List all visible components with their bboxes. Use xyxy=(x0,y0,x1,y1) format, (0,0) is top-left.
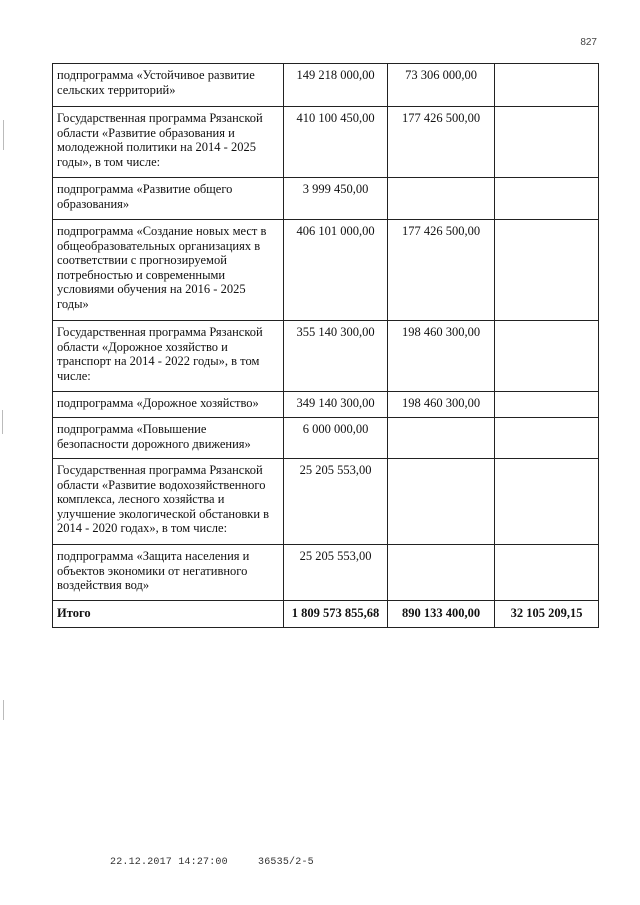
row-name: Государственная программа Рязанской области «Развитие водохозяйственного комплекса, лесного хозяйства и улучшение экологической обстановки в 2014 - 2020 годах», в том числе: xyxy=(53,459,284,545)
total-value-2: 890 133 400,00 xyxy=(388,601,495,628)
row-value-1: 6 000 000,00 xyxy=(284,418,388,459)
row-name: подпрограмма «Устойчивое развитие сельских территорий» xyxy=(53,64,284,107)
row-value-3 xyxy=(495,392,599,418)
row-name: Государственная программа Рязанской области «Дорожное хозяйство и транспорт на 2014 - 2022 годы», в том числе: xyxy=(53,321,284,392)
row-value-1: 25 205 553,00 xyxy=(284,545,388,601)
row-value-2 xyxy=(388,545,495,601)
table-row xyxy=(53,64,599,107)
row-value-2: 198 460 300,00 xyxy=(388,321,495,392)
table-row xyxy=(53,392,599,418)
row-value-3 xyxy=(495,418,599,459)
table-row xyxy=(53,220,599,321)
scan-speck xyxy=(3,700,4,720)
row-value-3 xyxy=(495,64,599,107)
row-value-3 xyxy=(495,178,599,220)
row-value-2: 177 426 500,00 xyxy=(388,107,495,178)
row-name: подпрограмма «Дорожное хозяйство» xyxy=(53,392,284,418)
row-value-1: 410 100 450,00 xyxy=(284,107,388,178)
row-name: подпрограмма «Развитие общего образования» xyxy=(53,178,284,220)
row-value-1: 3 999 450,00 xyxy=(284,178,388,220)
table-row xyxy=(53,418,599,459)
total-value-3: 32 105 209,15 xyxy=(495,601,599,628)
row-value-3 xyxy=(495,321,599,392)
table-row xyxy=(53,459,599,545)
row-value-3 xyxy=(495,459,599,545)
table-row xyxy=(53,545,599,601)
row-name: подпрограмма «Повышение безопасности дорожного движения» xyxy=(53,418,284,459)
budget-table xyxy=(52,63,599,628)
page-number: 827 xyxy=(580,37,597,48)
row-value-1: 149 218 000,00 xyxy=(284,64,388,107)
total-row xyxy=(53,601,599,628)
table-row xyxy=(53,178,599,220)
row-value-2: 198 460 300,00 xyxy=(388,392,495,418)
table-row xyxy=(53,321,599,392)
row-value-2 xyxy=(388,178,495,220)
row-value-2 xyxy=(388,459,495,545)
row-value-2 xyxy=(388,418,495,459)
row-value-2: 73 306 000,00 xyxy=(388,64,495,107)
scan-speck xyxy=(3,120,4,150)
footer-timestamp: 22.12.2017 14:27:00 xyxy=(110,857,228,868)
footer-doc-id: 36535/2-5 xyxy=(258,857,314,868)
row-value-3 xyxy=(495,545,599,601)
footer-stamp xyxy=(110,857,338,868)
row-name: подпрограмма «Создание новых мест в общеобразовательных организациях в соответствии с прогнозируемой потребностью и современными условиями обучения на 2016 - 2025 годы» xyxy=(53,220,284,321)
row-name: подпрограмма «Защита населения и объектов экономики от негативного воздействия вод» xyxy=(53,545,284,601)
row-value-2: 177 426 500,00 xyxy=(388,220,495,321)
row-value-1: 25 205 553,00 xyxy=(284,459,388,545)
table-row xyxy=(53,107,599,178)
row-value-1: 349 140 300,00 xyxy=(284,392,388,418)
row-value-1: 406 101 000,00 xyxy=(284,220,388,321)
row-value-3 xyxy=(495,220,599,321)
row-value-3 xyxy=(495,107,599,178)
scan-speck xyxy=(2,410,3,434)
total-label: Итого xyxy=(53,601,284,628)
row-name: Государственная программа Рязанской области «Развитие образования и молодежной политики на 2014 - 2025 годы», в том числе: xyxy=(53,107,284,178)
total-value-1: 1 809 573 855,68 xyxy=(284,601,388,628)
row-value-1: 355 140 300,00 xyxy=(284,321,388,392)
